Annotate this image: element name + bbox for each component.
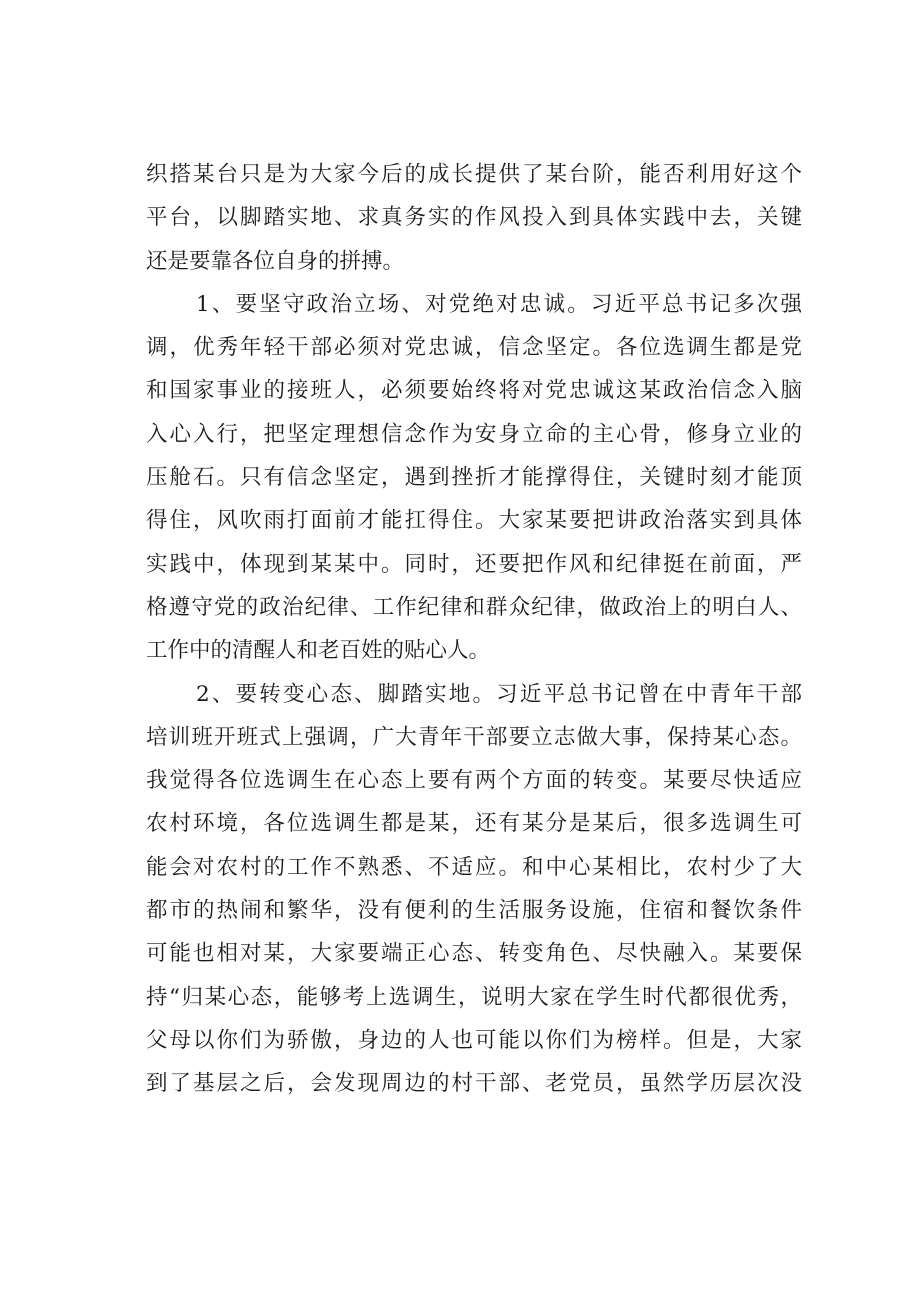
text-line: 实践中，体现到某某中。同时，还要把作风和纪律挺在前面，严 bbox=[146, 551, 802, 577]
text-line: 工作中的清醒人和老百姓的贴心人。 bbox=[146, 638, 491, 664]
text-line: 持“归某心态，能够考上选调生，说明大家在学生时代都很优秀， bbox=[146, 984, 802, 1010]
text-line: 得住，风吹雨打面前才能扛得住。大家某要把讲政治落实到具体 bbox=[146, 508, 802, 534]
text-line: 平台，以脚踏实地、求真务实的作风投入到具体实践中去，关键 bbox=[146, 205, 802, 231]
text-line: 到了基层之后，会发现周边的村干部、老党员，虽然学历层次没 bbox=[146, 1071, 802, 1097]
paragraph-1-first-line: 1、要坚守政治立场、对党绝对忠诚。习近平总书记多次强 bbox=[196, 291, 802, 317]
paragraph-2-first-line: 2、要转变心态、脚踏实地。习近平总书记曾在中青年干部 bbox=[196, 681, 802, 707]
text-line: 和国家事业的接班人，必须要始终将对党忠诚这某政治信念入脑 bbox=[146, 378, 802, 404]
text-line: 都市的热闹和繁华，没有便利的生活服务设施，住宿和餐饮条件 bbox=[146, 898, 802, 924]
text-line: 农村环境，各位选调生都是某，还有某分是某后，很多选调生可 bbox=[146, 811, 802, 837]
text-line: 格遵守党的政治纪律、工作纪律和群众纪律，做政治上的明白人、 bbox=[146, 594, 802, 620]
text-line: 织搭某台只是为大家今后的成长提供了某台阶，能否利用好这个 bbox=[146, 162, 802, 187]
text-line: 我觉得各位选调生在心态上要有两个方面的转变。某要尽快适应 bbox=[146, 768, 802, 794]
text-line: 压舱石。只有信念坚定，遇到挫折才能撑得住，关键时刻才能顶 bbox=[146, 465, 802, 491]
body-text bbox=[146, 153, 802, 1106]
text-line: 培训班开班式上强调，广大青年干部要立志做大事，保持某心态。 bbox=[146, 724, 802, 750]
text-line: 能会对农村的工作不熟悉、不适应。和中心某相比，农村少了大 bbox=[146, 854, 802, 880]
text-line: 还是要靠各位自身的拼搏。 bbox=[146, 248, 405, 274]
text-line: 父母以你们为骄傲，身边的人也可能以你们为榜样。但是，大家 bbox=[146, 1027, 802, 1053]
text-line: 可能也相对某，大家要端正心态、转变角色、尽快融入。某要保 bbox=[146, 941, 802, 967]
text-line: 入心入行，把坚定理想信念作为安身立命的主心骨，修身立业的 bbox=[146, 421, 802, 447]
text-line: 调，优秀年轻干部必须对党忠诚，信念坚定。各位选调生都是党 bbox=[146, 335, 802, 361]
